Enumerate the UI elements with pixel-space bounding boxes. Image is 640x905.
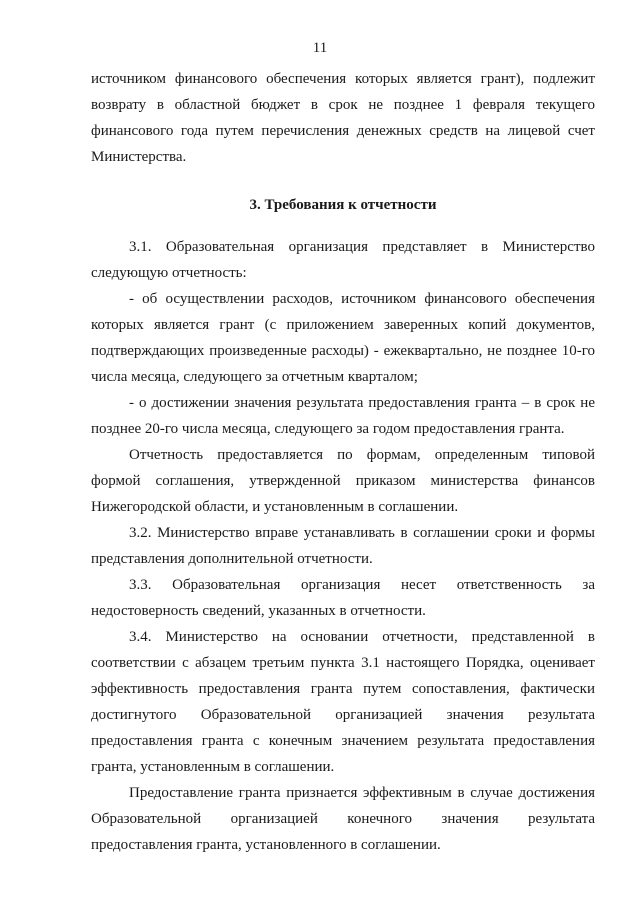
paragraph-result-report: - о достижении значения результата предоставления гранта – в срок не позднее 20-го числа месяца, следующего за годом предоставления гранта. (91, 395, 595, 437)
document-body (91, 66, 595, 858)
paragraph-effectiveness: Предоставление гранта признается эффективным в случае достижения Образовательной организацией конечного значения результата предоставления гранта, установленного в соглашении. (91, 785, 595, 853)
page-number: 11 (312, 40, 328, 56)
paragraph-3-4: 3.4. Министерство на основании отчетности, представленной в соответствии с абзацем третьим пункта 3.1 настоящего Порядка, оценивает эффективность предоставления гранта путем сопоставления, фактически достигнутого Образовательной организацией значения результата предоставления гранта с конечным значением результата предоставления гранта, установленным в соглашении. (91, 629, 595, 775)
paragraph-3-1: 3.1. Образовательная организация представляет в Министерство следующую отчетность: (91, 239, 595, 281)
paragraph-report-forms: Отчетность предоставляется по формам, определенным типовой формой соглашения, утвержденной приказом министерства финансов Нижегородской области, и установленным в соглашении. (91, 447, 595, 515)
section-heading: 3. Требования к отчетности (249, 197, 437, 213)
paragraph-3-3: 3.3. Образовательная организация несет ответственность за недостоверность сведений, указанных в отчетности. (91, 577, 595, 619)
paragraph-continuation: источником финансового обеспечения которых является грант), подлежит возврату в областной бюджет в срок не позднее 1 февраля текущего финансового года путем перечисления денежных средств на лицевой счет Министерства. (91, 71, 595, 165)
paragraph-expenses-report: - об осуществлении расходов, источником финансового обеспечения которых является грант (с приложением заверенных копий документов, подтверждающих произведенные расходы) - ежеквартально, не позднее 10-го числа месяца, следующего за отчетным кварталом; (91, 291, 595, 385)
paragraph-3-2: 3.2. Министерство вправе устанавливать в соглашении сроки и формы представления дополнительной отчетности. (91, 525, 595, 567)
